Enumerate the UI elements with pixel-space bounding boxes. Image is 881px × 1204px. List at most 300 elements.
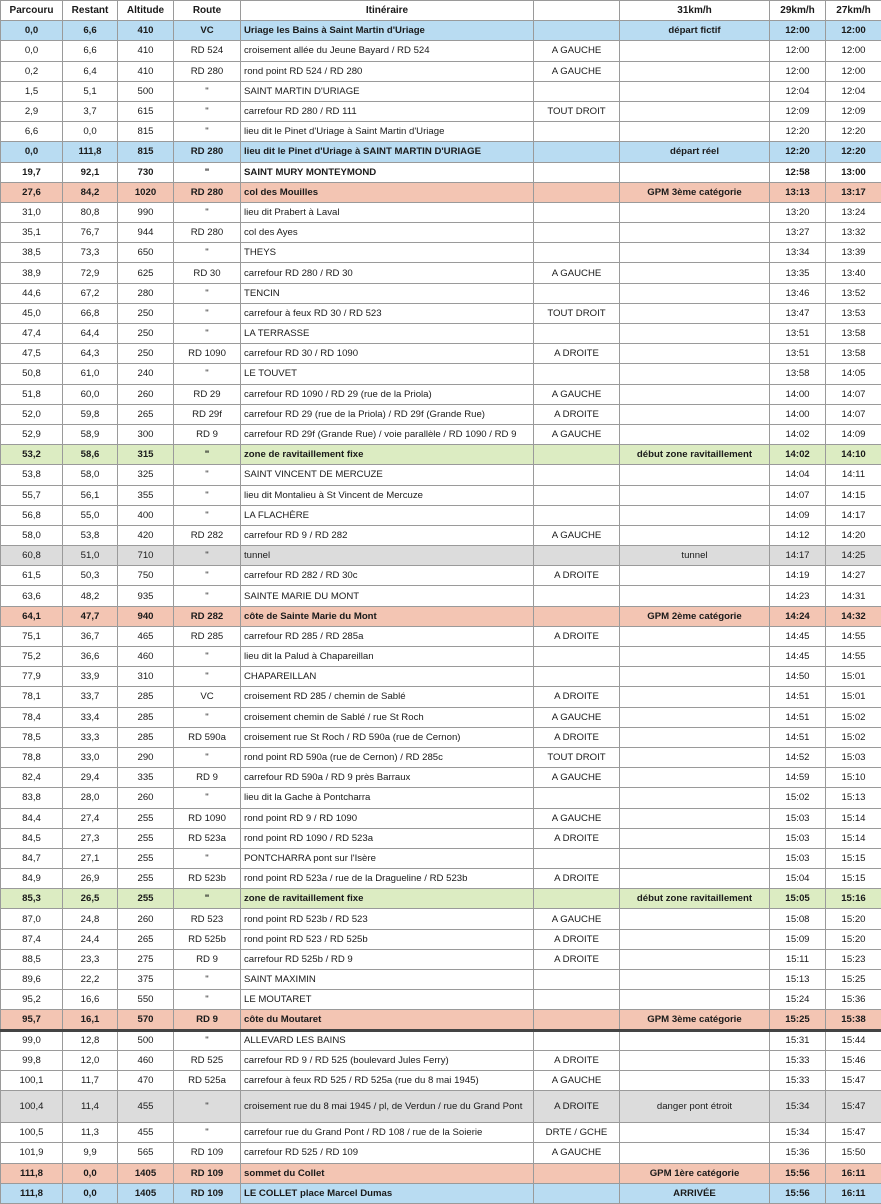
cell-direction: A GAUCHE [534, 61, 620, 81]
cell-restant: 11,7 [63, 1070, 118, 1090]
cell-restant: 28,0 [63, 788, 118, 808]
cell-time-29: 15:56 [770, 1183, 826, 1203]
cell-time-27: 15:02 [826, 707, 881, 727]
cell-direction [534, 990, 620, 1010]
cell-direction [534, 788, 620, 808]
cell-parcouru: 52,0 [1, 404, 63, 424]
cell-restant: 60,0 [63, 384, 118, 404]
cell-altitude: 285 [118, 707, 174, 727]
cell-time-27: 13:17 [826, 182, 881, 202]
cell-direction [534, 243, 620, 263]
cell-direction: A GAUCHE [534, 263, 620, 283]
cell-itineraire: SAINTE MARIE DU MONT [241, 586, 534, 606]
cell-direction [534, 364, 620, 384]
cell-itineraire: lieu dit le Pinet d'Uriage à Saint Martin d'Uriage [241, 122, 534, 142]
cell-altitude: 260 [118, 384, 174, 404]
table-row [1, 606, 881, 626]
cell-time-27: 15:47 [826, 1123, 881, 1143]
cell-note [620, 788, 770, 808]
cell-parcouru: 52,9 [1, 424, 63, 444]
cell-restant: 61,0 [63, 364, 118, 384]
cell-time-29: 15:03 [770, 828, 826, 848]
cell-restant: 26,5 [63, 889, 118, 909]
cell-route: RD 9 [174, 1010, 241, 1030]
table-row [1, 263, 881, 283]
cell-route: RD 285 [174, 626, 241, 646]
cell-itineraire: LE COLLET place Marcel Dumas [241, 1183, 534, 1203]
cell-time-29: 15:33 [770, 1050, 826, 1070]
cell-altitude: 255 [118, 808, 174, 828]
table-row [1, 546, 881, 566]
cell-parcouru: 78,8 [1, 747, 63, 767]
cell-time-29: 12:00 [770, 41, 826, 61]
cell-altitude: 265 [118, 404, 174, 424]
cell-note [620, 101, 770, 121]
cell-parcouru: 100,1 [1, 1070, 63, 1090]
cell-time-29: 14:00 [770, 384, 826, 404]
cell-parcouru: 31,0 [1, 202, 63, 222]
cell-parcouru: 0,2 [1, 61, 63, 81]
cell-route: RD 525a [174, 1070, 241, 1090]
cell-note [620, 424, 770, 444]
cell-time-27: 14:07 [826, 384, 881, 404]
cell-altitude: 260 [118, 788, 174, 808]
cell-time-29: 13:51 [770, 344, 826, 364]
cell-parcouru: 95,7 [1, 1010, 63, 1030]
cell-time-29: 13:58 [770, 364, 826, 384]
cell-time-27: 15:01 [826, 687, 881, 707]
cell-itineraire: carrefour RD 29f (Grande Rue) / voie parallèle / RD 1090 / RD 9 [241, 424, 534, 444]
cell-altitude: 410 [118, 21, 174, 41]
cell-parcouru: 100,5 [1, 1123, 63, 1143]
cell-altitude: 710 [118, 546, 174, 566]
header-altitude: Altitude [118, 1, 174, 21]
cell-note [620, 1030, 770, 1050]
cell-direction [534, 81, 620, 101]
cell-itineraire: carrefour RD 525b / RD 9 [241, 949, 534, 969]
cell-time-27: 15:20 [826, 929, 881, 949]
cell-parcouru: 53,8 [1, 465, 63, 485]
cell-route: " [174, 586, 241, 606]
table-row [1, 647, 881, 667]
cell-restant: 26,9 [63, 869, 118, 889]
cell-parcouru: 111,8 [1, 1163, 63, 1183]
cell-route: " [174, 566, 241, 586]
cell-parcouru: 87,0 [1, 909, 63, 929]
cell-parcouru: 2,9 [1, 101, 63, 121]
table-row [1, 61, 881, 81]
cell-route: RD 29f [174, 404, 241, 424]
cell-restant: 66,8 [63, 303, 118, 323]
cell-route: RD 9 [174, 949, 241, 969]
cell-direction: A GAUCHE [534, 424, 620, 444]
table-row [1, 949, 881, 969]
table-row [1, 243, 881, 263]
cell-altitude: 625 [118, 263, 174, 283]
cell-time-29: 14:24 [770, 606, 826, 626]
cell-altitude: 375 [118, 970, 174, 990]
cell-route: " [174, 1091, 241, 1123]
cell-time-29: 15:08 [770, 909, 826, 929]
cell-parcouru: 84,4 [1, 808, 63, 828]
cell-direction: A DROITE [534, 869, 620, 889]
cell-time-27: 12:00 [826, 21, 881, 41]
cell-itineraire: rond point RD 523a / rue de la Dragueline / RD 523b [241, 869, 534, 889]
cell-restant: 24,8 [63, 909, 118, 929]
cell-route: RD 523a [174, 828, 241, 848]
cell-parcouru: 84,9 [1, 869, 63, 889]
cell-note [620, 727, 770, 747]
cell-itineraire: carrefour RD 590a / RD 9 près Barraux [241, 768, 534, 788]
cell-altitude: 460 [118, 647, 174, 667]
cell-note [620, 525, 770, 545]
cell-restant: 27,4 [63, 808, 118, 828]
cell-direction [534, 445, 620, 465]
cell-note [620, 586, 770, 606]
cell-parcouru: 77,9 [1, 667, 63, 687]
cell-time-27: 15:01 [826, 667, 881, 687]
cell-parcouru: 88,5 [1, 949, 63, 969]
cell-route: RD 280 [174, 61, 241, 81]
cell-itineraire: croisement rue du 8 mai 1945 / pl, de Verdun / rue du Grand Pont [241, 1091, 534, 1123]
cell-restant: 33,4 [63, 707, 118, 727]
table-row [1, 889, 881, 909]
cell-itineraire: SAINT MURY MONTEYMOND [241, 162, 534, 182]
cell-altitude: 500 [118, 81, 174, 101]
table-row [1, 101, 881, 121]
cell-note [620, 505, 770, 525]
cell-route: RD 524 [174, 41, 241, 61]
table-row [1, 465, 881, 485]
cell-time-29: 14:50 [770, 667, 826, 687]
table-row [1, 81, 881, 101]
cell-time-29: 12:20 [770, 122, 826, 142]
table-row [1, 1070, 881, 1090]
cell-parcouru: 27,6 [1, 182, 63, 202]
table-row [1, 1091, 881, 1123]
cell-time-27: 15:02 [826, 727, 881, 747]
cell-route: VC [174, 687, 241, 707]
cell-direction: A DROITE [534, 687, 620, 707]
cell-direction [534, 647, 620, 667]
cell-parcouru: 0,0 [1, 142, 63, 162]
cell-parcouru: 1,5 [1, 81, 63, 101]
cell-direction [534, 465, 620, 485]
cell-altitude: 255 [118, 828, 174, 848]
cell-parcouru: 83,8 [1, 788, 63, 808]
cell-altitude: 250 [118, 324, 174, 344]
cell-time-29: 14:17 [770, 546, 826, 566]
cell-direction: DRTE / GCHE [534, 1123, 620, 1143]
cell-direction: A GAUCHE [534, 41, 620, 61]
table-row [1, 848, 881, 868]
cell-note: départ réel [620, 142, 770, 162]
cell-restant: 64,4 [63, 324, 118, 344]
cell-note [620, 61, 770, 81]
cell-time-27: 13:52 [826, 283, 881, 303]
cell-itineraire: LE MOUTARET [241, 990, 534, 1010]
cell-itineraire: rond point RD 523b / RD 523 [241, 909, 534, 929]
cell-parcouru: 78,4 [1, 707, 63, 727]
cell-time-27: 14:09 [826, 424, 881, 444]
cell-restant: 0,0 [63, 122, 118, 142]
cell-parcouru: 87,4 [1, 929, 63, 949]
cell-altitude: 750 [118, 566, 174, 586]
cell-time-29: 13:51 [770, 324, 826, 344]
cell-itineraire: carrefour RD 525 / RD 109 [241, 1143, 534, 1163]
cell-route: RD 280 [174, 142, 241, 162]
header-parcouru: Parcouru [1, 1, 63, 21]
cell-note [620, 929, 770, 949]
cell-parcouru: 84,5 [1, 828, 63, 848]
cell-restant: 84,2 [63, 182, 118, 202]
cell-route: VC [174, 21, 241, 41]
cell-altitude: 240 [118, 364, 174, 384]
cell-time-29: 15:34 [770, 1091, 826, 1123]
cell-note [620, 1143, 770, 1163]
cell-direction [534, 1183, 620, 1203]
cell-note [620, 566, 770, 586]
cell-time-27: 15:44 [826, 1030, 881, 1050]
table-row [1, 707, 881, 727]
cell-direction [534, 324, 620, 344]
cell-parcouru: 47,4 [1, 324, 63, 344]
cell-direction: A DROITE [534, 566, 620, 586]
table-row [1, 687, 881, 707]
table-row [1, 223, 881, 243]
cell-parcouru: 55,7 [1, 485, 63, 505]
cell-parcouru: 89,6 [1, 970, 63, 990]
cell-altitude: 815 [118, 122, 174, 142]
cell-direction: A DROITE [534, 949, 620, 969]
cell-route: " [174, 122, 241, 142]
cell-route: " [174, 546, 241, 566]
table-row [1, 344, 881, 364]
cell-time-29: 14:04 [770, 465, 826, 485]
cell-itineraire: SAINT VINCENT DE MERCUZE [241, 465, 534, 485]
cell-note [620, 384, 770, 404]
cell-direction: A DROITE [534, 626, 620, 646]
table-row [1, 929, 881, 949]
cell-restant: 33,0 [63, 747, 118, 767]
cell-altitude: 550 [118, 990, 174, 1010]
cell-time-29: 12:09 [770, 101, 826, 121]
cell-route: RD 109 [174, 1143, 241, 1163]
cell-time-27: 15:38 [826, 1010, 881, 1030]
cell-note: GPM 1ère catégorie [620, 1163, 770, 1183]
cell-route: RD 280 [174, 182, 241, 202]
cell-time-27: 13:00 [826, 162, 881, 182]
cell-route: " [174, 202, 241, 222]
cell-time-29: 12:58 [770, 162, 826, 182]
cell-altitude: 400 [118, 505, 174, 525]
cell-itineraire: SAINT MARTIN D'URIAGE [241, 81, 534, 101]
table-row [1, 566, 881, 586]
cell-direction: A GAUCHE [534, 1143, 620, 1163]
cell-note [620, 122, 770, 142]
cell-itineraire: carrefour à feux RD 525 / RD 525a (rue du 8 mai 1945) [241, 1070, 534, 1090]
cell-route: " [174, 788, 241, 808]
cell-time-29: 15:34 [770, 1123, 826, 1143]
cell-itineraire: carrefour RD 282 / RD 30c [241, 566, 534, 586]
cell-route: RD 9 [174, 768, 241, 788]
cell-itineraire: carrefour RD 9 / RD 525 (boulevard Jules Ferry) [241, 1050, 534, 1070]
cell-altitude: 570 [118, 1010, 174, 1030]
cell-parcouru: 0,0 [1, 21, 63, 41]
cell-route: " [174, 283, 241, 303]
cell-restant: 0,0 [63, 1183, 118, 1203]
cell-note [620, 970, 770, 990]
cell-time-29: 14:02 [770, 424, 826, 444]
cell-parcouru: 58,0 [1, 525, 63, 545]
table-row [1, 990, 881, 1010]
table-row [1, 505, 881, 525]
cell-itineraire: lieu dit Montalieu à St Vincent de Mercuze [241, 485, 534, 505]
cell-time-29: 14:51 [770, 687, 826, 707]
cell-parcouru: 63,6 [1, 586, 63, 606]
cell-time-29: 15:13 [770, 970, 826, 990]
cell-direction [534, 223, 620, 243]
table-row [1, 21, 881, 41]
cell-altitude: 260 [118, 909, 174, 929]
cell-itineraire: tunnel [241, 546, 534, 566]
header-31kmh: 31km/h [620, 1, 770, 21]
cell-restant: 33,9 [63, 667, 118, 687]
table-row [1, 768, 881, 788]
cell-restant: 80,8 [63, 202, 118, 222]
cell-time-27: 13:58 [826, 344, 881, 364]
header-itineraire: Itinéraire [241, 1, 534, 21]
cell-restant: 72,9 [63, 263, 118, 283]
cell-time-29: 15:04 [770, 869, 826, 889]
cell-itineraire: carrefour à feux RD 30 / RD 523 [241, 303, 534, 323]
cell-note: début zone ravitaillement [620, 445, 770, 465]
cell-parcouru: 44,6 [1, 283, 63, 303]
cell-parcouru: 53,2 [1, 445, 63, 465]
cell-itineraire: sommet du Collet [241, 1163, 534, 1183]
cell-note [620, 344, 770, 364]
cell-altitude: 310 [118, 667, 174, 687]
cell-restant: 11,3 [63, 1123, 118, 1143]
cell-altitude: 455 [118, 1091, 174, 1123]
cell-time-29: 15:25 [770, 1010, 826, 1030]
cell-itineraire: ALLEVARD LES BAINS [241, 1030, 534, 1050]
cell-restant: 55,0 [63, 505, 118, 525]
cell-note [620, 808, 770, 828]
cell-route: RD 525 [174, 1050, 241, 1070]
header-route: Route [174, 1, 241, 21]
table-row [1, 869, 881, 889]
cell-altitude: 335 [118, 768, 174, 788]
cell-route: " [174, 101, 241, 121]
cell-time-27: 16:11 [826, 1183, 881, 1203]
cell-direction: A DROITE [534, 828, 620, 848]
cell-itineraire: croisement rue St Roch / RD 590a (rue de Cernon) [241, 727, 534, 747]
cell-time-29: 13:46 [770, 283, 826, 303]
table-row [1, 808, 881, 828]
table-row [1, 364, 881, 384]
cell-time-27: 15:47 [826, 1070, 881, 1090]
cell-itineraire: rond point RD 590a (rue de Cernon) / RD 285c [241, 747, 534, 767]
cell-time-27: 12:04 [826, 81, 881, 101]
cell-altitude: 730 [118, 162, 174, 182]
table-row [1, 828, 881, 848]
cell-parcouru: 0,0 [1, 41, 63, 61]
cell-itineraire: LE TOUVET [241, 364, 534, 384]
cell-route: " [174, 848, 241, 868]
cell-itineraire: col des Mouilles [241, 182, 534, 202]
cell-altitude: 500 [118, 1030, 174, 1050]
cell-time-27: 14:25 [826, 546, 881, 566]
cell-route: " [174, 990, 241, 1010]
cell-time-29: 15:02 [770, 788, 826, 808]
cell-time-29: 13:13 [770, 182, 826, 202]
cell-note [620, 303, 770, 323]
cell-itineraire: carrefour RD 280 / RD 30 [241, 263, 534, 283]
cell-note [620, 626, 770, 646]
cell-route: " [174, 465, 241, 485]
cell-restant: 0,0 [63, 1163, 118, 1183]
cell-restant: 9,9 [63, 1143, 118, 1163]
cell-time-27: 14:10 [826, 445, 881, 465]
cell-note [620, 41, 770, 61]
cell-direction: A DROITE [534, 404, 620, 424]
cell-time-27: 15:15 [826, 869, 881, 889]
cell-restant: 111,8 [63, 142, 118, 162]
cell-time-29: 12:00 [770, 61, 826, 81]
cell-parcouru: 75,2 [1, 647, 63, 667]
cell-time-29: 14:19 [770, 566, 826, 586]
cell-time-27: 16:11 [826, 1163, 881, 1183]
cell-altitude: 300 [118, 424, 174, 444]
table-row [1, 445, 881, 465]
cell-altitude: 935 [118, 586, 174, 606]
table-row [1, 142, 881, 162]
cell-restant: 23,3 [63, 949, 118, 969]
cell-direction: A DROITE [534, 1050, 620, 1070]
cell-parcouru: 64,1 [1, 606, 63, 626]
table-row [1, 1143, 881, 1163]
header-29kmh: 29km/h [770, 1, 826, 21]
cell-direction [534, 182, 620, 202]
table-row [1, 667, 881, 687]
cell-restant: 56,1 [63, 485, 118, 505]
table-row [1, 122, 881, 142]
cell-time-29: 15:03 [770, 848, 826, 868]
cell-direction [534, 1030, 620, 1050]
table-row [1, 586, 881, 606]
table-row [1, 424, 881, 444]
cell-restant: 73,3 [63, 243, 118, 263]
cell-direction [534, 122, 620, 142]
cell-direction: A GAUCHE [534, 707, 620, 727]
cell-direction [534, 505, 620, 525]
cell-altitude: 315 [118, 445, 174, 465]
cell-altitude: 410 [118, 61, 174, 81]
cell-route: " [174, 324, 241, 344]
cell-direction: A GAUCHE [534, 384, 620, 404]
cell-itineraire: PONTCHARRA pont sur l'Isère [241, 848, 534, 868]
cell-parcouru: 100,4 [1, 1091, 63, 1123]
cell-restant: 76,7 [63, 223, 118, 243]
table-row [1, 970, 881, 990]
cell-restant: 12,0 [63, 1050, 118, 1070]
cell-time-27: 15:03 [826, 747, 881, 767]
cell-time-29: 14:59 [770, 768, 826, 788]
cell-note: tunnel [620, 546, 770, 566]
cell-time-27: 12:00 [826, 41, 881, 61]
cell-altitude: 285 [118, 687, 174, 707]
